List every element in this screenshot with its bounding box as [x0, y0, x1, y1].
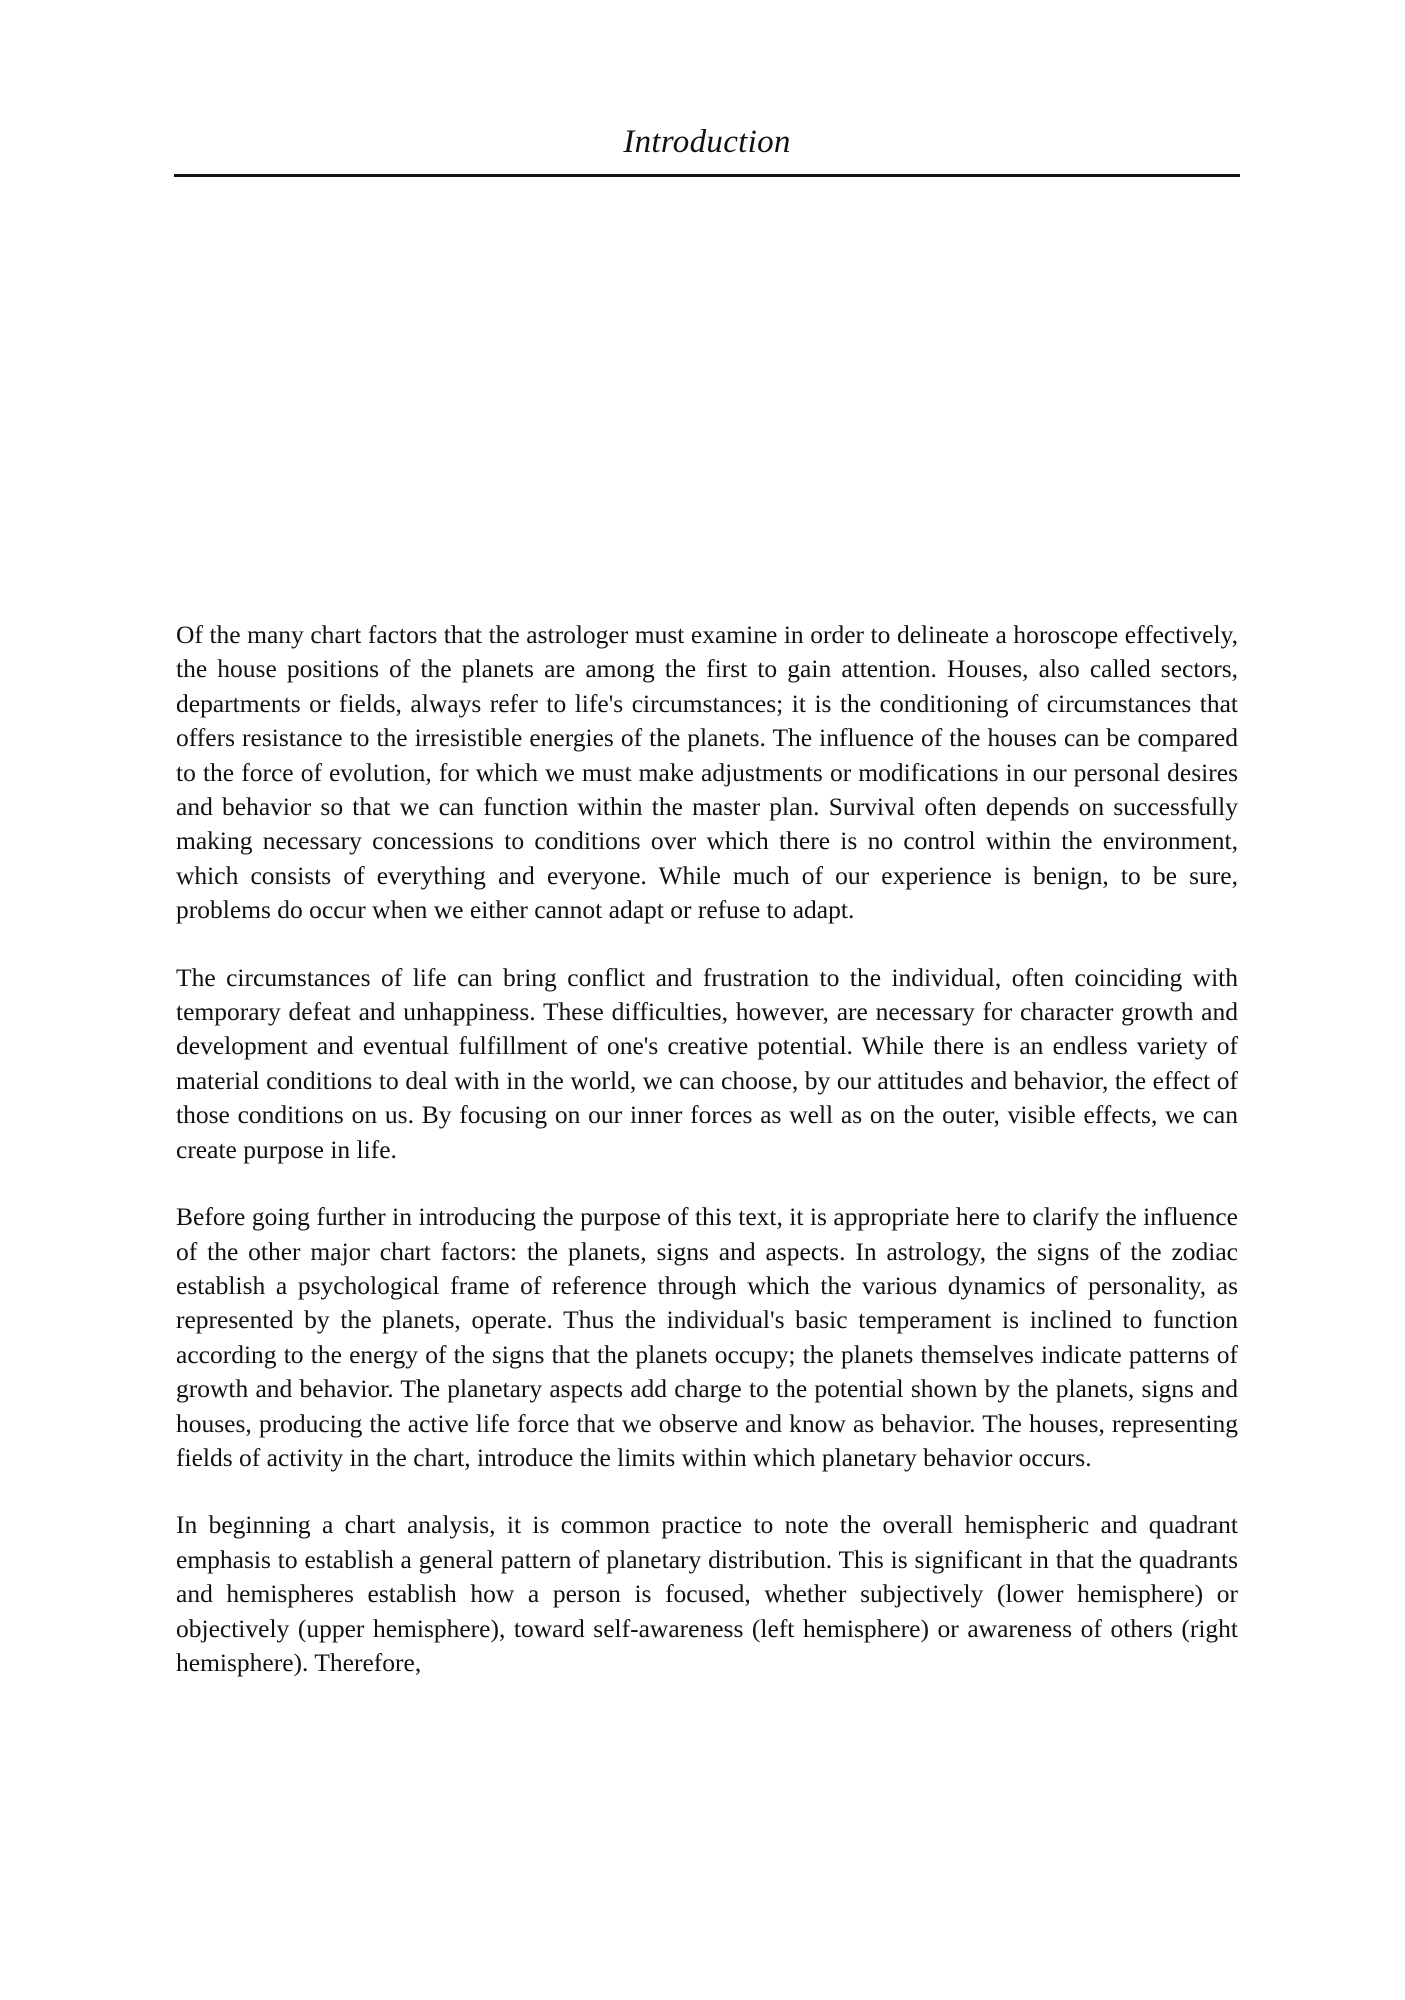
paragraph-4: In beginning a chart analysis, it is common practice to note the overall hemispheric and quadrant emphasis to establish a general pattern of planetary distribution. This is significant in that the quadrants and hemispheres establish how a person is focused, whether subjectively (lower hemisphere) or objectively (upper hemisphere), toward self-awareness (left hemisphere) or awareness of others (right hemisphere). Therefore,	[176, 1510, 1238, 1677]
paragraph-3: Before going further in introducing the purpose of this text, it is appropriate here to clarify the influence of the other major chart factors: the planets, signs and aspects. In astrology, the signs of the zodiac establish a psychological frame of reference through which the various dynamics of personality, as represented by the planets, operate. Thus the individual's basic temperament is inclined to function according to the energy of the signs that the planets occupy; the planets themselves indicate patterns of growth and behavior. The planetary aspects add charge to the potential shown by the planets, signs and houses, producing the active life force that we observe and know as behavior. The houses, representing fields of activity in the chart, introduce the limits within which planetary behavior occurs.	[176, 1202, 1238, 1472]
header-rule	[174, 174, 1240, 177]
paragraph-2: The circumstances of life can bring conflict and frustration to the individual, often coinciding with temporary defeat and unhappiness. These difficulties, however, are necessary for character growth and development and eventual fulfillment of one's creative potential. While there is an endless variety of material conditions to deal with in the world, we can choose, by our attitudes and behavior, the effect of those conditions on us. By focusing on our inner forces as well as on the outer, visible effects, we can create purpose in life.	[176, 962, 1238, 1164]
running-head: Introduction	[623, 124, 791, 160]
paragraph-1: Of the many chart factors that the astrologer must examine in order to delineate a horoscope effectively, the house positions of the planets are among the first to gain attention. Houses, also called sectors, departments or fields, always refer to life's circumstances; it is the conditioning of circumstances that offers resistance to the irresistible energies of the planets. The influence of the houses can be compared to the force of evolution, for which we must make adjustments or modifications in our personal desires and behavior so that we can function within the master plan. Survival often depends on successfully making necessary concessions to conditions over which there is no control within the environment, which consists of everything and everyone. While much of our experience is benign, to be sure, problems do occur when we either cannot adapt or refuse to adapt.	[176, 620, 1238, 925]
body-text	[176, 618, 1238, 1713]
